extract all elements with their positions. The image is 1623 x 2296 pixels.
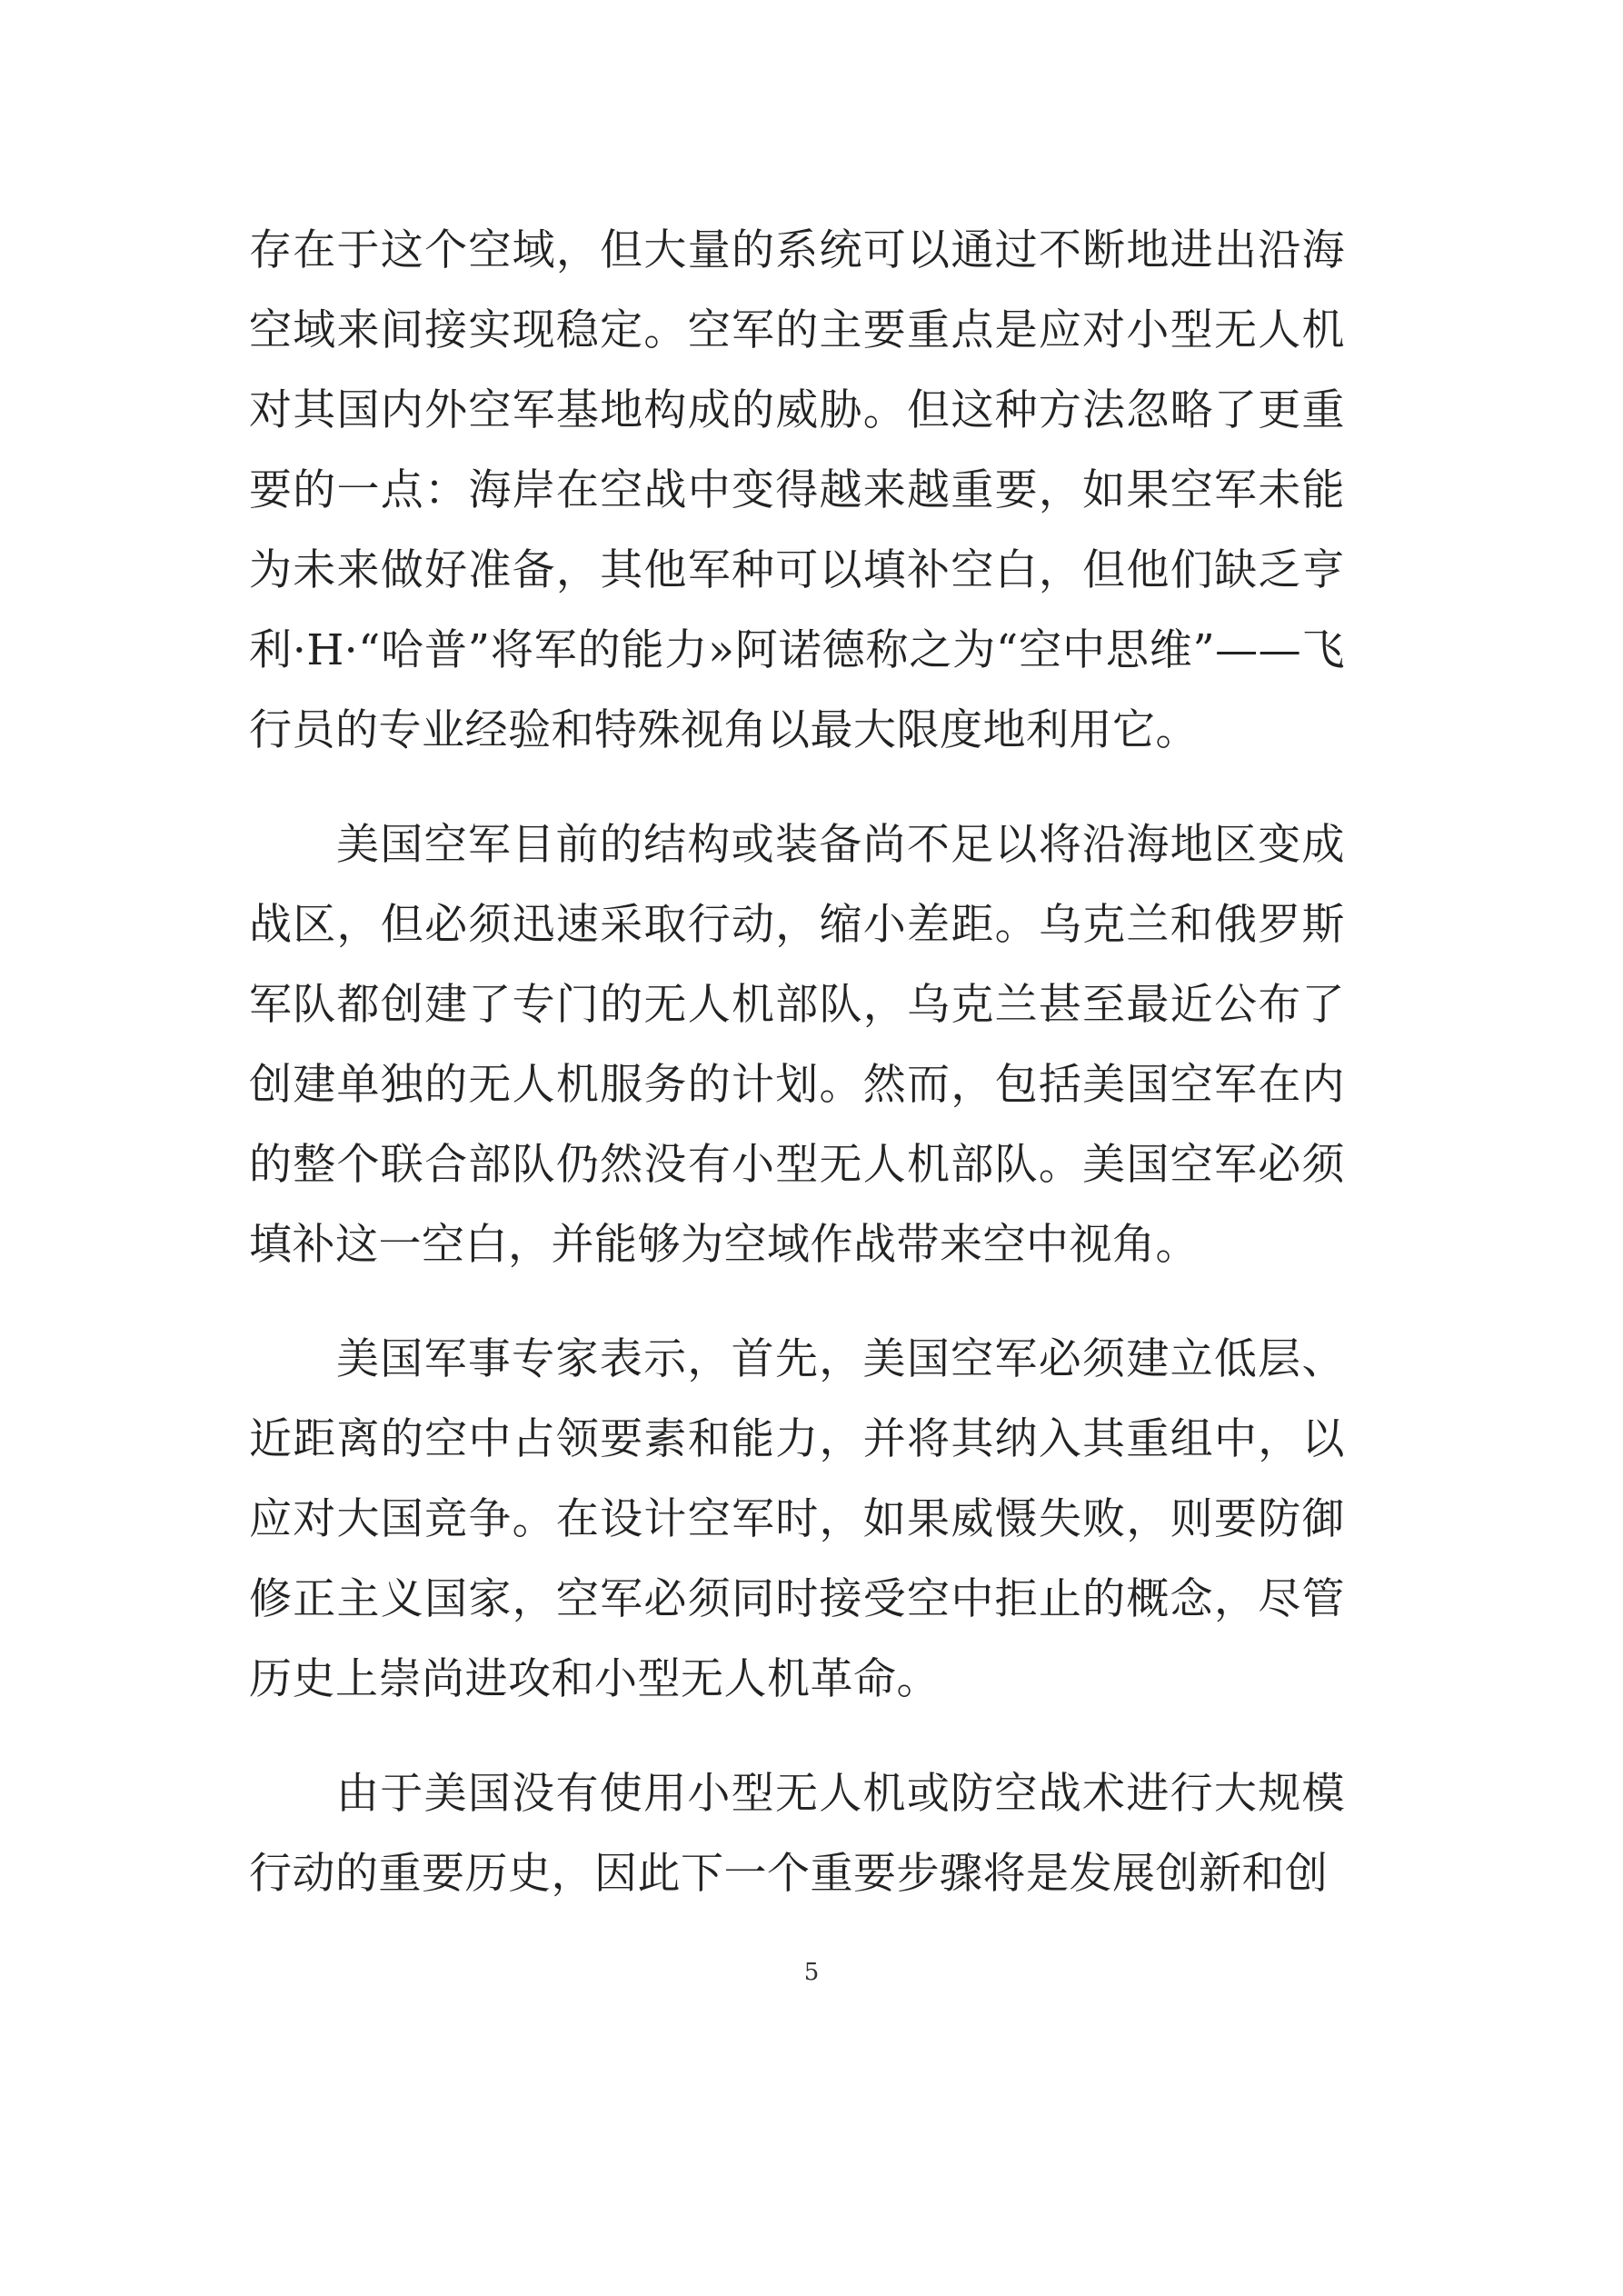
paragraph: 美国军事专家表示，首先，美国空军必须建立低层、近距离的空中占领要素和能力，并将其纳入其重组中，以应对大国竞争。在设计空军时，如果威慑失败，则要防御修正主义国家，空军必须同时接受空中拒止的概念，尽管历史上崇尚进攻和小型无人机革命。 — [249, 1334, 1345, 1704]
paragraph: 美国空军目前的结构或装备尚不足以将沿海地区变成战区，但必须迅速采取行动，缩小差距。乌克兰和俄罗斯军队都创建了专门的无人机部队，乌克兰甚至最近公布了创建单独的无人机服务的计划。然而，包括美国空军在内的整个联合部队仍然没有小型无人机部队。美国空军必须填补这一空白，并能够为空域作战带来空中视角。 — [249, 820, 1345, 1270]
paragraph-continued: 存在于这个空域，但大量的系统可以通过不断地进出沿海空域来间接实现稳定。空军的主要重点是应对小型无人机对其国内外空军基地构成的威胁。但这种方法忽略了更重要的一点：海岸在空战中变得越来越重要，如果空军未能为未来做好准备，其他军种可以填补空白，但他们缺乏亨利·H·“哈普”将军的能力»阿诺德称之为“空中思维”——飞行员的专业经验和特殊视角以最大限度地利用它。 — [249, 225, 1345, 755]
paragraph: 由于美国没有使用小型无人机或防空战术进行大规模行动的重要历史，因此下一个重要步骤将是发展创新和创 — [249, 1769, 1345, 1899]
body-text — [249, 211, 1345, 1949]
page-number: 5 — [803, 1959, 820, 1986]
